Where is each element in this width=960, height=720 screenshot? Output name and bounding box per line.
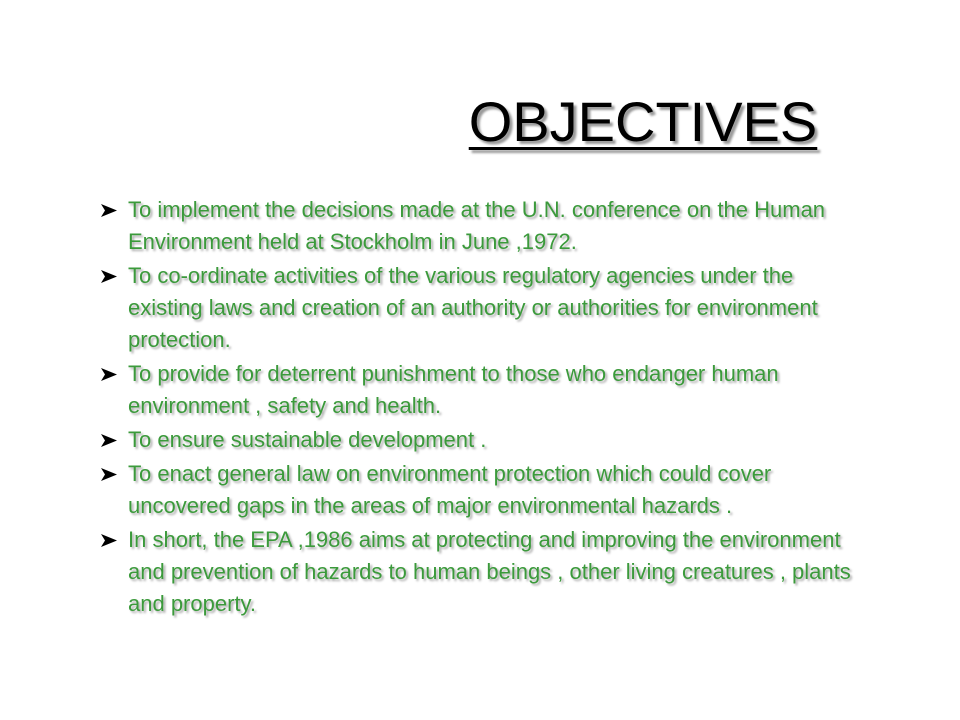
- list-item-text: To ensure sustainable development .: [128, 427, 487, 452]
- list-item: [100, 458, 860, 522]
- slide-title: OBJECTIVES: [468, 90, 818, 153]
- list-item-text: To enact general law on environment protection which could cover uncovered gaps in the areas of major environmental hazards .: [128, 461, 772, 518]
- arrow-checkmark-icon: [100, 433, 118, 448]
- list-item-text: In short, the EPA ,1986 aims at protecting and improving the environment and prevention of hazards to human beings , other living creatures , plants and property.: [128, 527, 851, 616]
- list-item-text: To provide for deterrent punishment to those who endanger human environment , safety and health.: [128, 361, 779, 418]
- objectives-list: [100, 194, 860, 622]
- arrow-checkmark-icon: [100, 467, 118, 482]
- arrow-checkmark-icon: [100, 367, 118, 382]
- list-item: [100, 260, 860, 356]
- arrow-checkmark-icon: [100, 269, 118, 284]
- list-item: [100, 524, 860, 620]
- list-item: [100, 358, 860, 422]
- list-item: [100, 194, 860, 258]
- list-item-text: To co-ordinate activities of the various regulatory agencies under the existing laws and creation of an authority or authorities for environment protection.: [128, 263, 818, 352]
- list-item-text: To implement the decisions made at the U.N. conference on the Human Environment held at Stockholm in June ,1972.: [128, 197, 826, 254]
- arrow-checkmark-icon: [100, 533, 118, 548]
- arrow-checkmark-icon: [100, 203, 118, 218]
- list-item: [100, 424, 860, 456]
